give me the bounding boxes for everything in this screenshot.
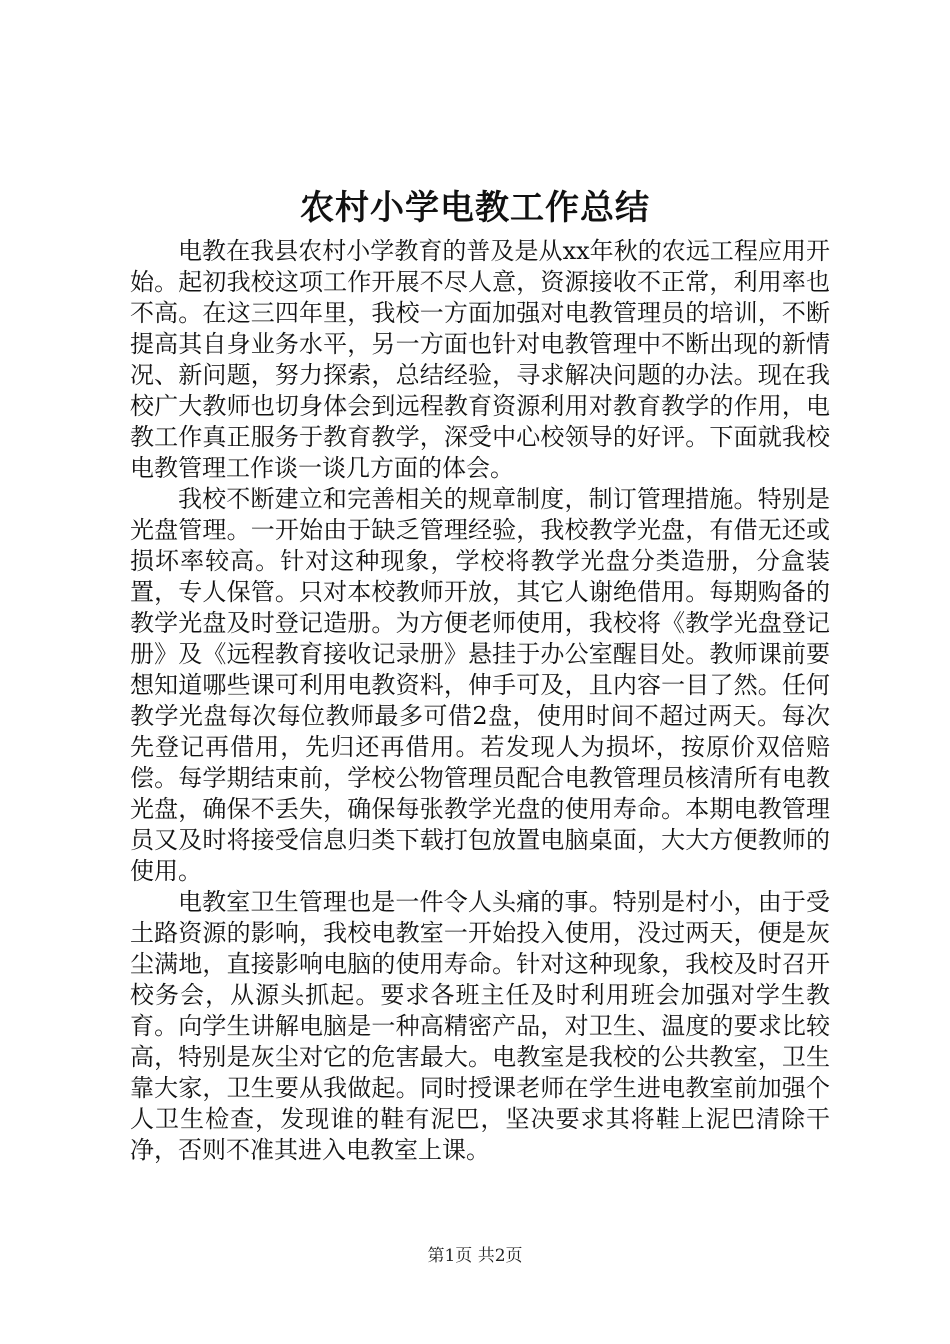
- document-title: 农村小学电教工作总结: [300, 188, 650, 228]
- page-number-footer: 第1页 共2页: [427, 1246, 523, 1266]
- paragraph-hygiene-management: 电教室卫生管理也是一件令人头痛的事。特别是村小，由于受土路资源的影响，我校电教室一开始投入使用，没过两天，便是灰尘满地，直接影响电脑的使用寿命。针对这种现象，我校及时召开校务会，从源头抓起。要求各班主任及时利用班会加强对学生教育。向学生讲解电脑是一种高精密产品，对卫生、温度的要求比较高，特别是灰尘对它的危害最大。电教室是我校的公共教室，卫生靠大家，卫生要从我做起。同时授课老师在学生进电教室前加强个人卫生检查，发现谁的鞋有泥巴，坚决要求其将鞋上泥巴清除干净，否则不准其进入电教室上课。: [130, 888, 830, 1164]
- paragraph-intro: 电教在我县农村小学教育的普及是从xx年秋的农远工程应用开始。起初我校这项工作开展不尽人意，资源接收不正常，利用率也不高。在这三四年里，我校一方面加强对电教管理员的培训，不断提高其自身业务水平，另一方面也针对电教管理中不断出现的新情况、新问题，努力探索，总结经验，寻求解决问题的办法。现在我校广大教师也切身体会到远程教育资源利用对教育教学的作用，电教工作真正服务于教育教学，深受中心校领导的好评。下面就我校电教管理工作谈一谈几方面的体会。: [130, 237, 830, 482]
- document-body: [130, 236, 830, 1166]
- paragraph-disc-management: 我校不断建立和完善相关的规章制度，制订管理措施。特别是光盘管理。一开始由于缺乏管理经验，我校教学光盘，有借无还或损坏率较高。针对这种现象，学校将教学光盘分类造册，分盒装置，专人保管。只对本校教师开放，其它人谢绝借用。每期购备的教学光盘及时登记造册。为方便老师使用，我校将《教学光盘登记册》及《远程教育接收记录册》悬挂于办公室醒目处。教师课前要想知道哪些课可利用电教资料，伸手可及，且内容一目了然。任何教学光盘每次每位教师最多可借2盘，使用时间不超过两天。每次先登记再借用，先归还再借用。若发现人为损坏，按原价双倍赔偿。每学期结束前，学校公物管理员配合电教管理员核清所有电教光盘，确保不丢失，确保每张教学光盘的使用寿命。本期电教管理员又及时将接受信息归类下载打包放置电脑桌面，大大方便教师的使用。: [130, 485, 830, 885]
